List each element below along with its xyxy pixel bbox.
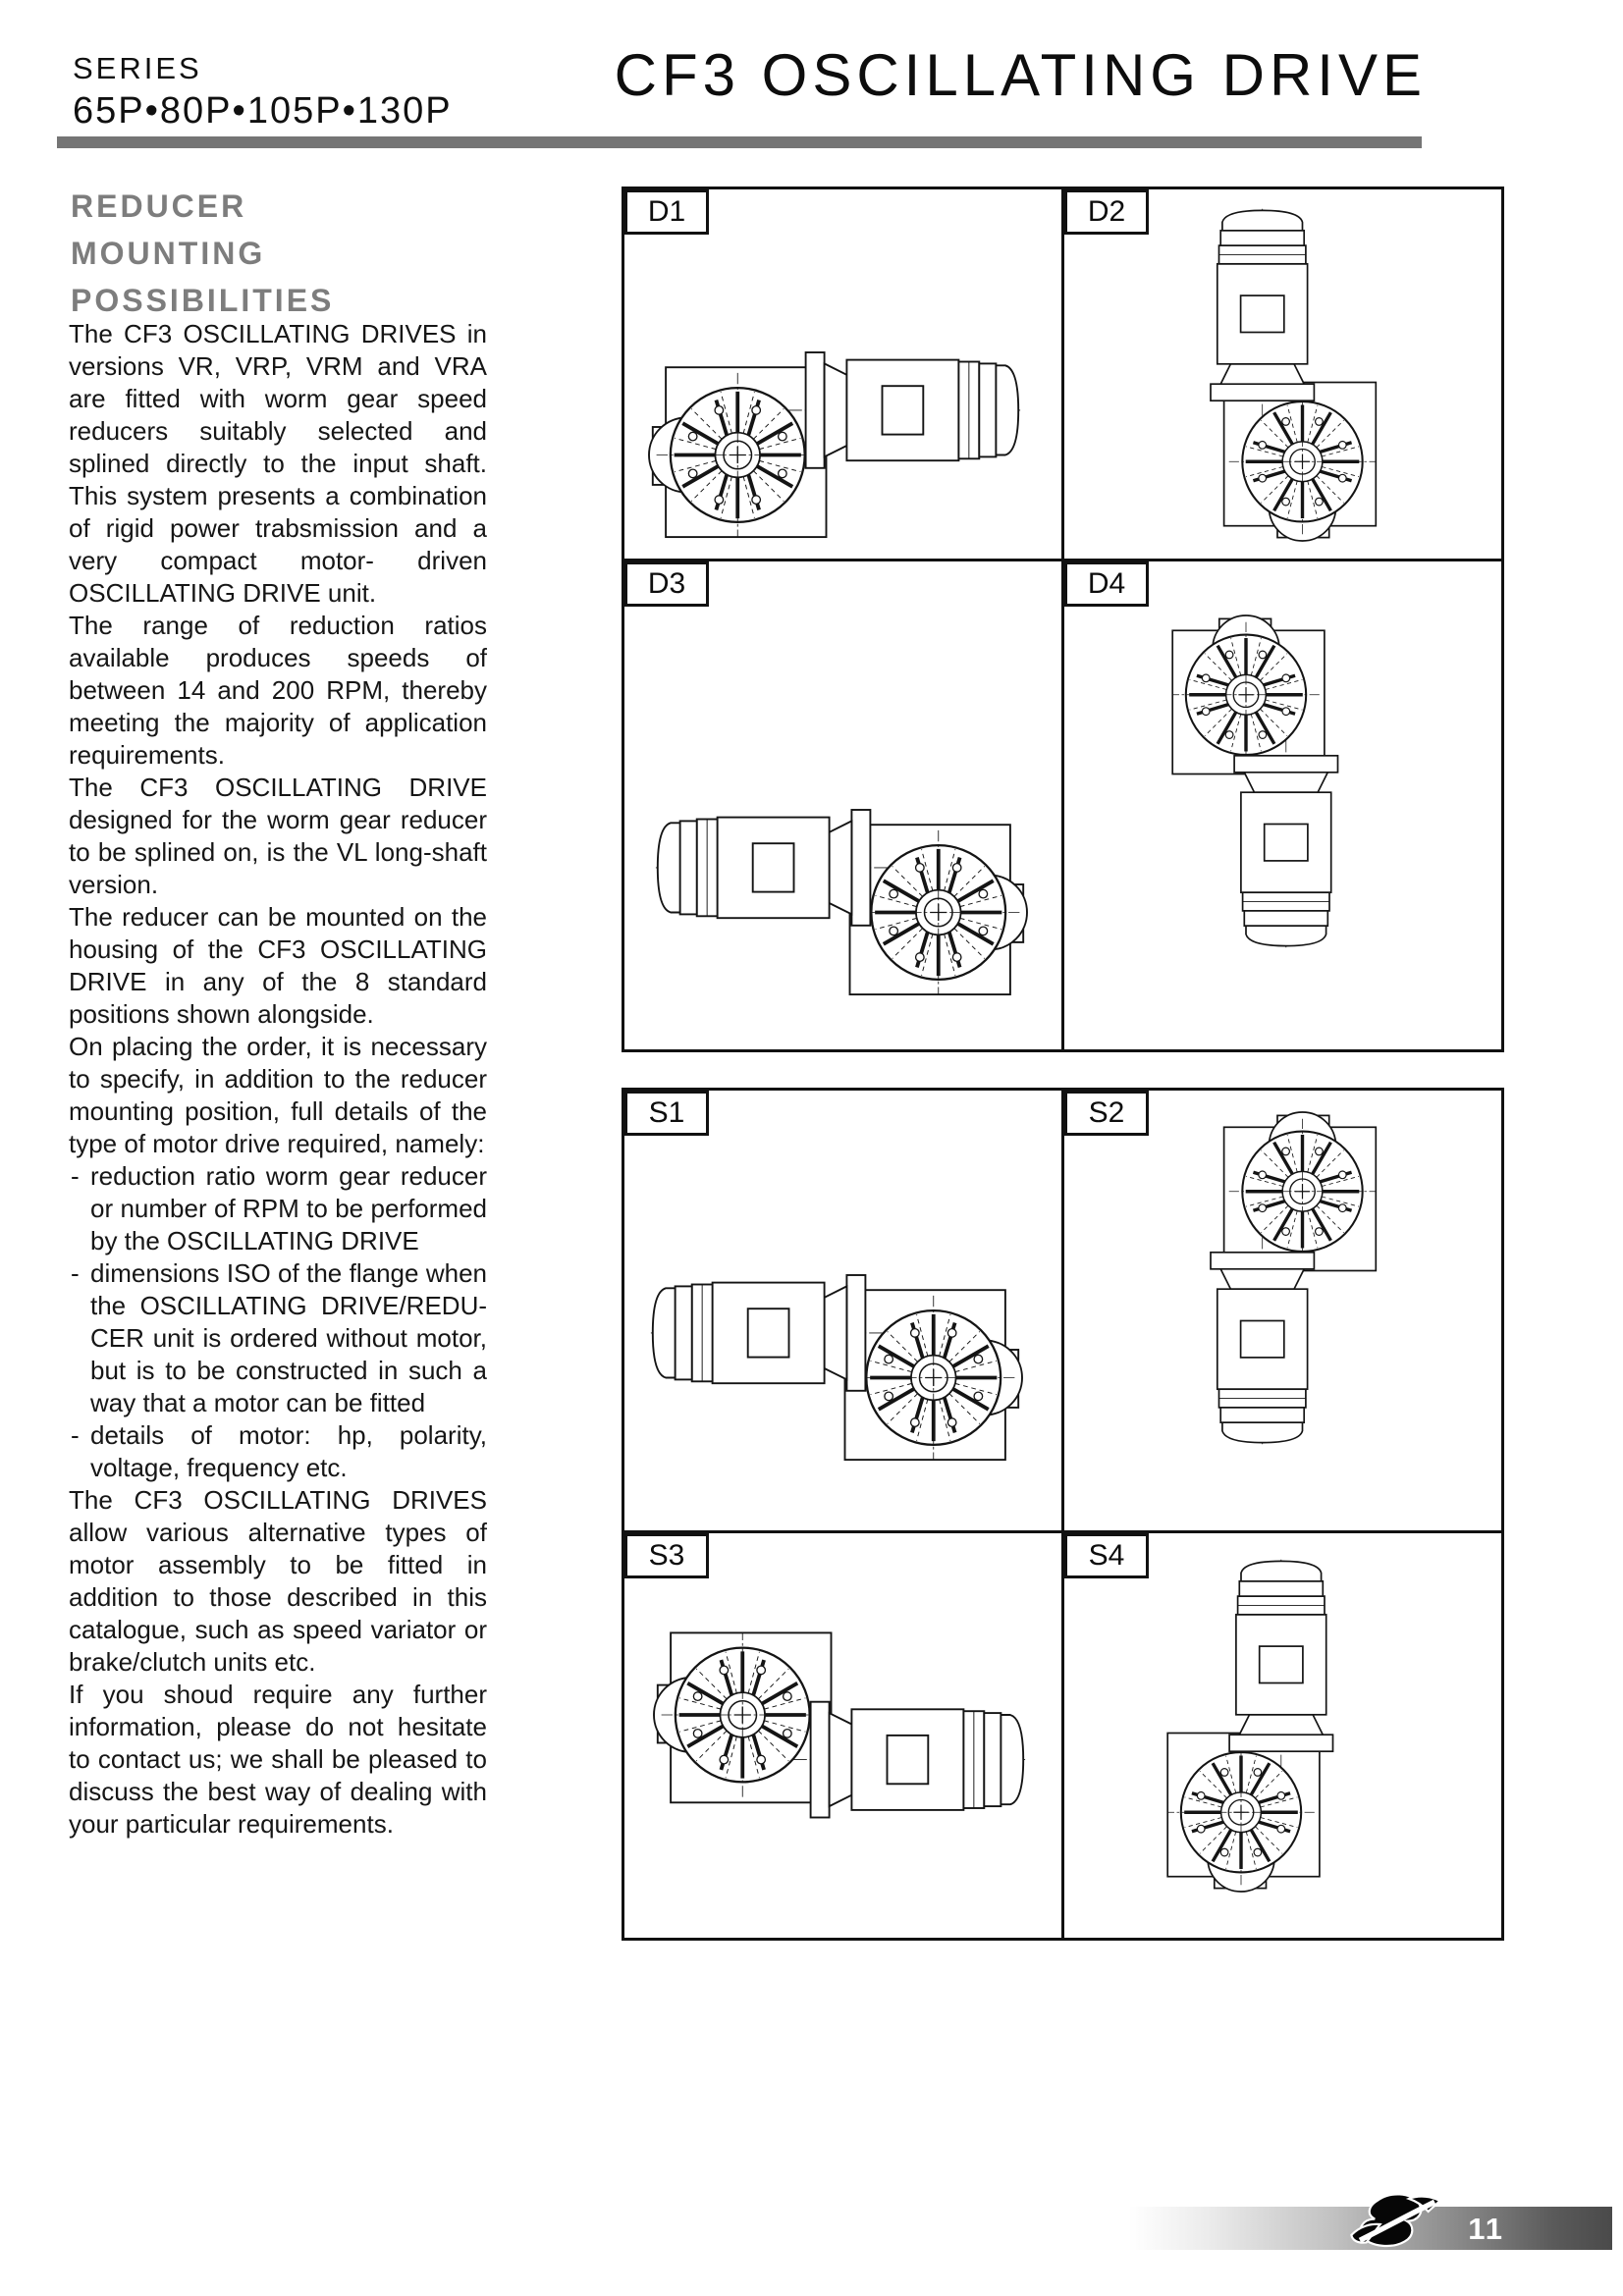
panel-label-s1: S1 (624, 1091, 709, 1136)
technical-drawing-s2 (1064, 1091, 1501, 1530)
technical-drawing-d3 (624, 561, 1061, 1049)
header-rule (57, 136, 1422, 148)
bullet-reduction-ratio: - reduction ratio worm gear reducer or number of RPM to be performed by the OSCILLATING DRIVE (69, 1160, 487, 1257)
section-heading-line3: POSSIBILITIES (71, 283, 335, 318)
section-heading-line1: REDUCER (71, 188, 247, 224)
bullet-flange-dimensions: - dimensions ISO of the flange when the OSCILLATING DRIVE/REDU-CER unit is ordered without motor, but is to be constructed in such a way that a motor can be fitted (69, 1257, 487, 1419)
bullet-motor-details: - details of motor: hp, polarity, voltage, frequency etc. (69, 1419, 487, 1484)
panel-s3 (624, 1533, 1061, 1938)
panel-s4 (1064, 1533, 1501, 1938)
paragraph-vl-version: The CF3 OSCILLATING DRIVE designed for the worm gear reducer to be splined on, is the VL long-shaft version. (69, 773, 487, 899)
section-heading (71, 183, 493, 324)
paragraph-ratios: The range of reduction ratios available produces speeds of between 14 and 200 RPM, thereby meeting the majority of application requirements. (69, 611, 487, 770)
page-number: 11 (1468, 2212, 1504, 2246)
panel-s2 (1064, 1091, 1501, 1530)
technical-drawing-s1 (624, 1091, 1061, 1530)
paragraph-alternatives: The CF3 OSCILLATING DRIVES allow various alternative types of motor assembly to be fitted in addition to those described in this catalogue, such as speed variator or brake/clutch units etc. (69, 1485, 487, 1677)
paragraph-intro: The CF3 OSCILLATING DRIVES in versions VR, VRP, VRM and VRA are fitted with worm gear speed reducers suitably selected and splined directly to the input shaft. This system presents a combination of rigid power trabsmission and a very compact motor- driven OSCILLATING DRIVE unit. (69, 319, 487, 608)
panel-label-s4: S4 (1064, 1533, 1149, 1578)
mounting-positions-grid-d (622, 187, 1504, 1052)
brand-knot-logo-icon (1347, 2189, 1445, 2260)
panel-label-d3: D3 (624, 561, 709, 607)
panel-label-s3: S3 (624, 1533, 709, 1578)
panel-label-d2: D2 (1064, 189, 1149, 235)
panel-d4 (1064, 561, 1501, 1049)
body-text-column (69, 318, 487, 1841)
paragraph-mounting: The reducer can be mounted on the housing of the CF3 OSCILLATING DRIVE in any of the 8 standard positions shown alongside. (69, 902, 487, 1029)
technical-drawing-d4 (1064, 561, 1501, 1049)
series-models: 65P•80P•105P•130P (73, 90, 453, 132)
technical-drawing-s4 (1064, 1533, 1501, 1938)
page-title: CF3 OSCILLATING DRIVE (614, 42, 1427, 108)
panel-label-d4: D4 (1064, 561, 1149, 607)
panel-d1 (624, 189, 1061, 559)
technical-drawing-s3 (624, 1533, 1061, 1938)
paragraph-contact: If you shoud require any further information, please do not hesitate to contact us; we shall be pleased to discuss the best way of dealing with your particular requirements. (69, 1680, 487, 1839)
paragraph-ordering: On placing the order, it is necessary to specify, in addition to the reducer mounting position, full details of the type of motor drive required, namely: (69, 1032, 487, 1158)
panel-d2 (1064, 189, 1501, 559)
panel-label-s2: S2 (1064, 1091, 1149, 1136)
technical-drawing-d2 (1064, 189, 1501, 559)
series-label: SERIES (73, 51, 202, 85)
panel-label-d1: D1 (624, 189, 709, 235)
panel-s1 (624, 1091, 1061, 1530)
panel-d3 (624, 561, 1061, 1049)
mounting-positions-grid-s (622, 1088, 1504, 1941)
technical-drawing-d1 (624, 189, 1061, 559)
section-heading-line2: MOUNTING (71, 236, 266, 271)
